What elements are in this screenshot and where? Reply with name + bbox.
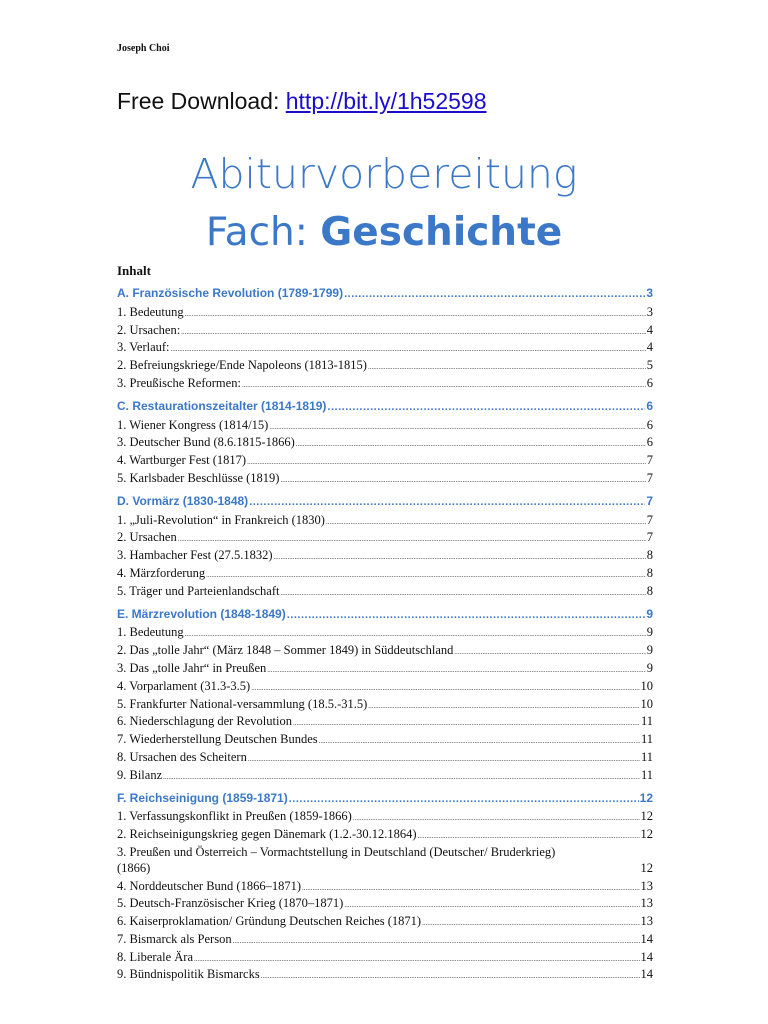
toc-section-heading[interactable]: [117, 286, 653, 303]
toc-entry[interactable]: [117, 340, 653, 358]
toc-leader-dots: [248, 750, 640, 768]
toc-entry[interactable]: [117, 435, 653, 453]
toc-entry[interactable]: [117, 305, 653, 323]
toc-section-title: C. Restaurationszeitalter (1814-1819): [117, 398, 327, 413]
download-link[interactable]: http://bit.ly/1h52598: [285, 88, 487, 114]
toc-entry[interactable]: [117, 932, 653, 950]
toc-page-number: 12: [640, 827, 653, 842]
toc-section-title: D. Vormärz (1830-1848): [117, 493, 249, 508]
toc-entry-title: 5. Karlsbader Beschlüsse (1819): [117, 470, 280, 485]
toc-entry[interactable]: [117, 827, 653, 845]
toc-entry[interactable]: [117, 732, 653, 750]
toc-leader-dots: [163, 768, 640, 786]
toc-page-number: 7: [646, 470, 653, 485]
toc-entry-title: 2. Ursachen: [117, 530, 177, 545]
toc-entry-title: 4. Märzforderung: [117, 565, 206, 580]
toc-entry-title: 2. Ursachen:: [117, 322, 181, 337]
toc-section-heading[interactable]: [117, 791, 653, 808]
toc-entry[interactable]: [117, 376, 653, 394]
toc-leader-dots: [353, 809, 640, 827]
toc-entry[interactable]: [117, 845, 653, 861]
document-subtitle: [0, 210, 768, 255]
toc-page-number: 7: [646, 530, 653, 545]
toc-leader-dots: [247, 453, 646, 471]
toc-entry[interactable]: [117, 530, 653, 548]
toc-leader-dots: [422, 914, 639, 932]
toc-page-number: 4: [646, 340, 653, 355]
toc-page-number: 9: [646, 606, 653, 621]
toc-entry[interactable]: [117, 643, 653, 661]
toc-entry-title: 4. Norddeutscher Bund (1866–1871): [117, 878, 301, 893]
toc-page-number: 11: [640, 749, 653, 764]
toc-entry-title: 5. Deutsch-Französischer Krieg (1870–1871): [117, 896, 344, 911]
subtitle-subject: Geschichte: [320, 210, 563, 255]
toc-leader-dots: [269, 418, 645, 436]
toc-entry-title: 2. Reichseinigungskrieg gegen Dänemark (1.2.-30.12.1864): [117, 827, 417, 842]
toc-entry[interactable]: [117, 714, 653, 732]
document-title: Abiturvorbereitung: [190, 150, 578, 198]
toc-leader-dots: [206, 566, 646, 584]
toc-leader-dots: [185, 305, 646, 323]
subtitle-prefix: Fach:: [205, 210, 321, 255]
toc-leader-dots: [368, 358, 646, 376]
toc-page-number: 3: [646, 304, 653, 319]
toc-page-number: 13: [640, 878, 653, 893]
toc-entry-title: 3. Verlauf:: [117, 340, 170, 355]
toc-entry[interactable]: [117, 697, 653, 715]
toc-page-number: 13: [640, 896, 653, 911]
toc-entry-title: 3. Preußische Reformen:: [117, 375, 241, 390]
toc-entry[interactable]: [117, 768, 653, 786]
toc-section-heading[interactable]: [117, 607, 653, 624]
toc-entry[interactable]: [117, 548, 653, 566]
toc-entry[interactable]: [117, 418, 653, 436]
toc-leader-dots: [302, 879, 640, 897]
author-name: Joseph Choi: [117, 43, 170, 54]
toc-entry-title: 1. Verfassungskonflikt in Preußen (1859-1866): [117, 809, 352, 824]
toc-leader-dots: [289, 791, 639, 808]
toc-entry[interactable]: [117, 566, 653, 584]
toc-leader-dots: [194, 950, 639, 968]
toc-leader-dots: [293, 714, 640, 732]
toc-page-number: 14: [640, 931, 653, 946]
toc-page-number: 6: [646, 375, 653, 390]
toc-entry-title: 6. Kaiserproklamation/ Gründung Deutschen Reiches (1871): [117, 914, 422, 929]
toc-page-number: 7: [646, 493, 653, 508]
toc-entry[interactable]: [117, 513, 653, 531]
toc-leader-dots: [261, 967, 640, 985]
toc-page-number: 10: [640, 678, 653, 693]
toc-entry[interactable]: [117, 358, 653, 376]
toc-entry-title: 8. Liberale Ära: [117, 949, 194, 964]
toc-entry-title: 1. Bedeutung: [117, 625, 184, 640]
toc-heading: Inhalt: [117, 263, 151, 278]
toc-section: [117, 791, 653, 986]
toc-entry[interactable]: [117, 661, 653, 679]
toc-page-number: 6: [646, 435, 653, 450]
toc-entry-title: 3. Hambacher Fest (27.5.1832): [117, 548, 273, 563]
toc-entry-title: 5. Träger und Parteienlandschaft: [117, 583, 280, 598]
toc-entry-title: 7. Bismarck als Person: [117, 931, 232, 946]
download-label: Free Download:: [117, 88, 286, 114]
toc-page-number: 8: [646, 565, 653, 580]
toc-page-number: 13: [640, 914, 653, 929]
toc-page-number: 11: [640, 732, 653, 747]
toc-entry[interactable]: [117, 323, 653, 341]
toc-page-number: 9: [646, 643, 653, 658]
toc-page-number: 9: [646, 625, 653, 640]
toc-entry-title: 4. Wartburger Fest (1817): [117, 453, 247, 468]
toc-page-number: 11: [640, 714, 653, 729]
toc-entry-title: 4. Vorparlament (31.3-3.5): [117, 678, 251, 693]
toc-entry[interactable]: [117, 879, 653, 897]
toc-entry[interactable]: [117, 950, 653, 968]
toc-leader-dots: [454, 643, 645, 661]
toc-leader-dots: [344, 896, 639, 914]
toc-entry[interactable]: [117, 471, 653, 489]
toc-page-number: 6: [646, 417, 653, 432]
toc-entry-title: 1. „Juli-Revolution“ in Frankreich (1830): [117, 512, 325, 527]
toc-leader-dots: [185, 625, 646, 643]
toc-page-number: 12: [639, 790, 653, 805]
toc-entry-title: 8. Ursachen des Scheitern: [117, 749, 247, 764]
toc-section-heading[interactable]: [117, 399, 653, 416]
toc-page-number: 11: [640, 767, 653, 782]
toc-entry[interactable]: [117, 861, 653, 879]
toc-page-number: 9: [646, 660, 653, 675]
toc-entry[interactable]: [117, 750, 653, 768]
toc-entry-title: 3. Preußen und Österreich – Vormachtstellung in Deutschland (Deutscher/ Bruderkrieg): [117, 844, 556, 859]
toc-leader-dots: [319, 732, 640, 750]
toc-leader-dots: [249, 494, 645, 511]
toc-leader-dots: [274, 548, 646, 566]
toc-page-number: 7: [646, 453, 653, 468]
toc-leader-dots: [242, 376, 646, 394]
toc-entry[interactable]: [117, 809, 653, 827]
toc-page-number: 14: [640, 967, 653, 982]
toc-entry-title: 2. Das „tolle Jahr“ (März 1848 – Sommer 1849) in Süddeutschland: [117, 643, 454, 658]
toc-entry-title: 7. Wiederherstellung Deutschen Bundes: [117, 732, 318, 747]
toc-section-title: E. Märzrevolution (1848-1849): [117, 606, 286, 621]
table-of-contents: [117, 286, 653, 990]
toc-entry-title: 9. Bündnispolitik Bismarcks: [117, 967, 260, 982]
toc-page-number: 10: [640, 696, 653, 711]
toc-entry-title: 1. Bedeutung: [117, 304, 184, 319]
toc-page-number: 4: [646, 322, 653, 337]
toc-leader-dots: [368, 697, 639, 715]
toc-leader-dots: [178, 530, 646, 548]
toc-page-number: 12: [640, 860, 653, 875]
toc-page-number: 14: [640, 949, 653, 964]
toc-page-number: 8: [646, 548, 653, 563]
toc-entry-title: 9. Bilanz: [117, 767, 163, 782]
toc-entry-title: 5. Frankfurter National-versammlung (18.5.-31.5): [117, 696, 368, 711]
toc-section: [117, 607, 653, 786]
toc-leader-dots: [280, 584, 645, 602]
toc-entry-title: 3. Deutscher Bund (8.6.1815-1866): [117, 435, 295, 450]
toc-section-title: A. Französische Revolution (1789-1799): [117, 286, 344, 300]
toc-leader-dots: [418, 827, 640, 845]
toc-leader-dots: [233, 932, 640, 950]
toc-entry-title: 2. Befreiungskriege/Ende Napoleons (1813-1815): [117, 358, 367, 373]
toc-leader-dots: [267, 661, 645, 679]
toc-page-number: 3: [646, 286, 653, 300]
toc-entry[interactable]: [117, 914, 653, 932]
toc-entry-title: 3. Das „tolle Jahr“ in Preußen: [117, 660, 267, 675]
toc-leader-dots: [181, 323, 646, 341]
toc-section-title: F. Reichseinigung (1859-1871): [117, 790, 288, 805]
toc-entry-title: (1866): [117, 860, 151, 875]
toc-entry-title: 6. Niederschlagung der Revolution: [117, 714, 292, 729]
toc-leader-dots: [287, 607, 646, 624]
toc-section: [117, 286, 653, 394]
toc-leader-dots: [171, 340, 646, 358]
toc-entry[interactable]: [117, 679, 653, 697]
toc-entry[interactable]: [117, 625, 653, 643]
toc-page-number: 7: [646, 512, 653, 527]
toc-section: [117, 399, 653, 489]
toc-leader-dots: [251, 679, 639, 697]
toc-entry[interactable]: [117, 453, 653, 471]
toc-entry[interactable]: [117, 584, 653, 602]
toc-leader-dots: [326, 513, 646, 531]
toc-entry-title: 1. Wiener Kongress (1814/15): [117, 417, 269, 432]
toc-leader-dots: [344, 286, 645, 303]
toc-leader-dots: [327, 399, 645, 416]
toc-entry[interactable]: [117, 967, 653, 985]
toc-entry[interactable]: [117, 896, 653, 914]
toc-leader-dots: [280, 471, 645, 489]
toc-page-number: 6: [646, 398, 653, 413]
free-download-line: [117, 88, 487, 115]
toc-leader-dots: [296, 435, 646, 453]
toc-page-number: 12: [640, 809, 653, 824]
toc-page-number: 5: [646, 358, 653, 373]
toc-page-number: 8: [646, 583, 653, 598]
toc-section: [117, 494, 653, 602]
toc-section-heading[interactable]: [117, 494, 653, 511]
